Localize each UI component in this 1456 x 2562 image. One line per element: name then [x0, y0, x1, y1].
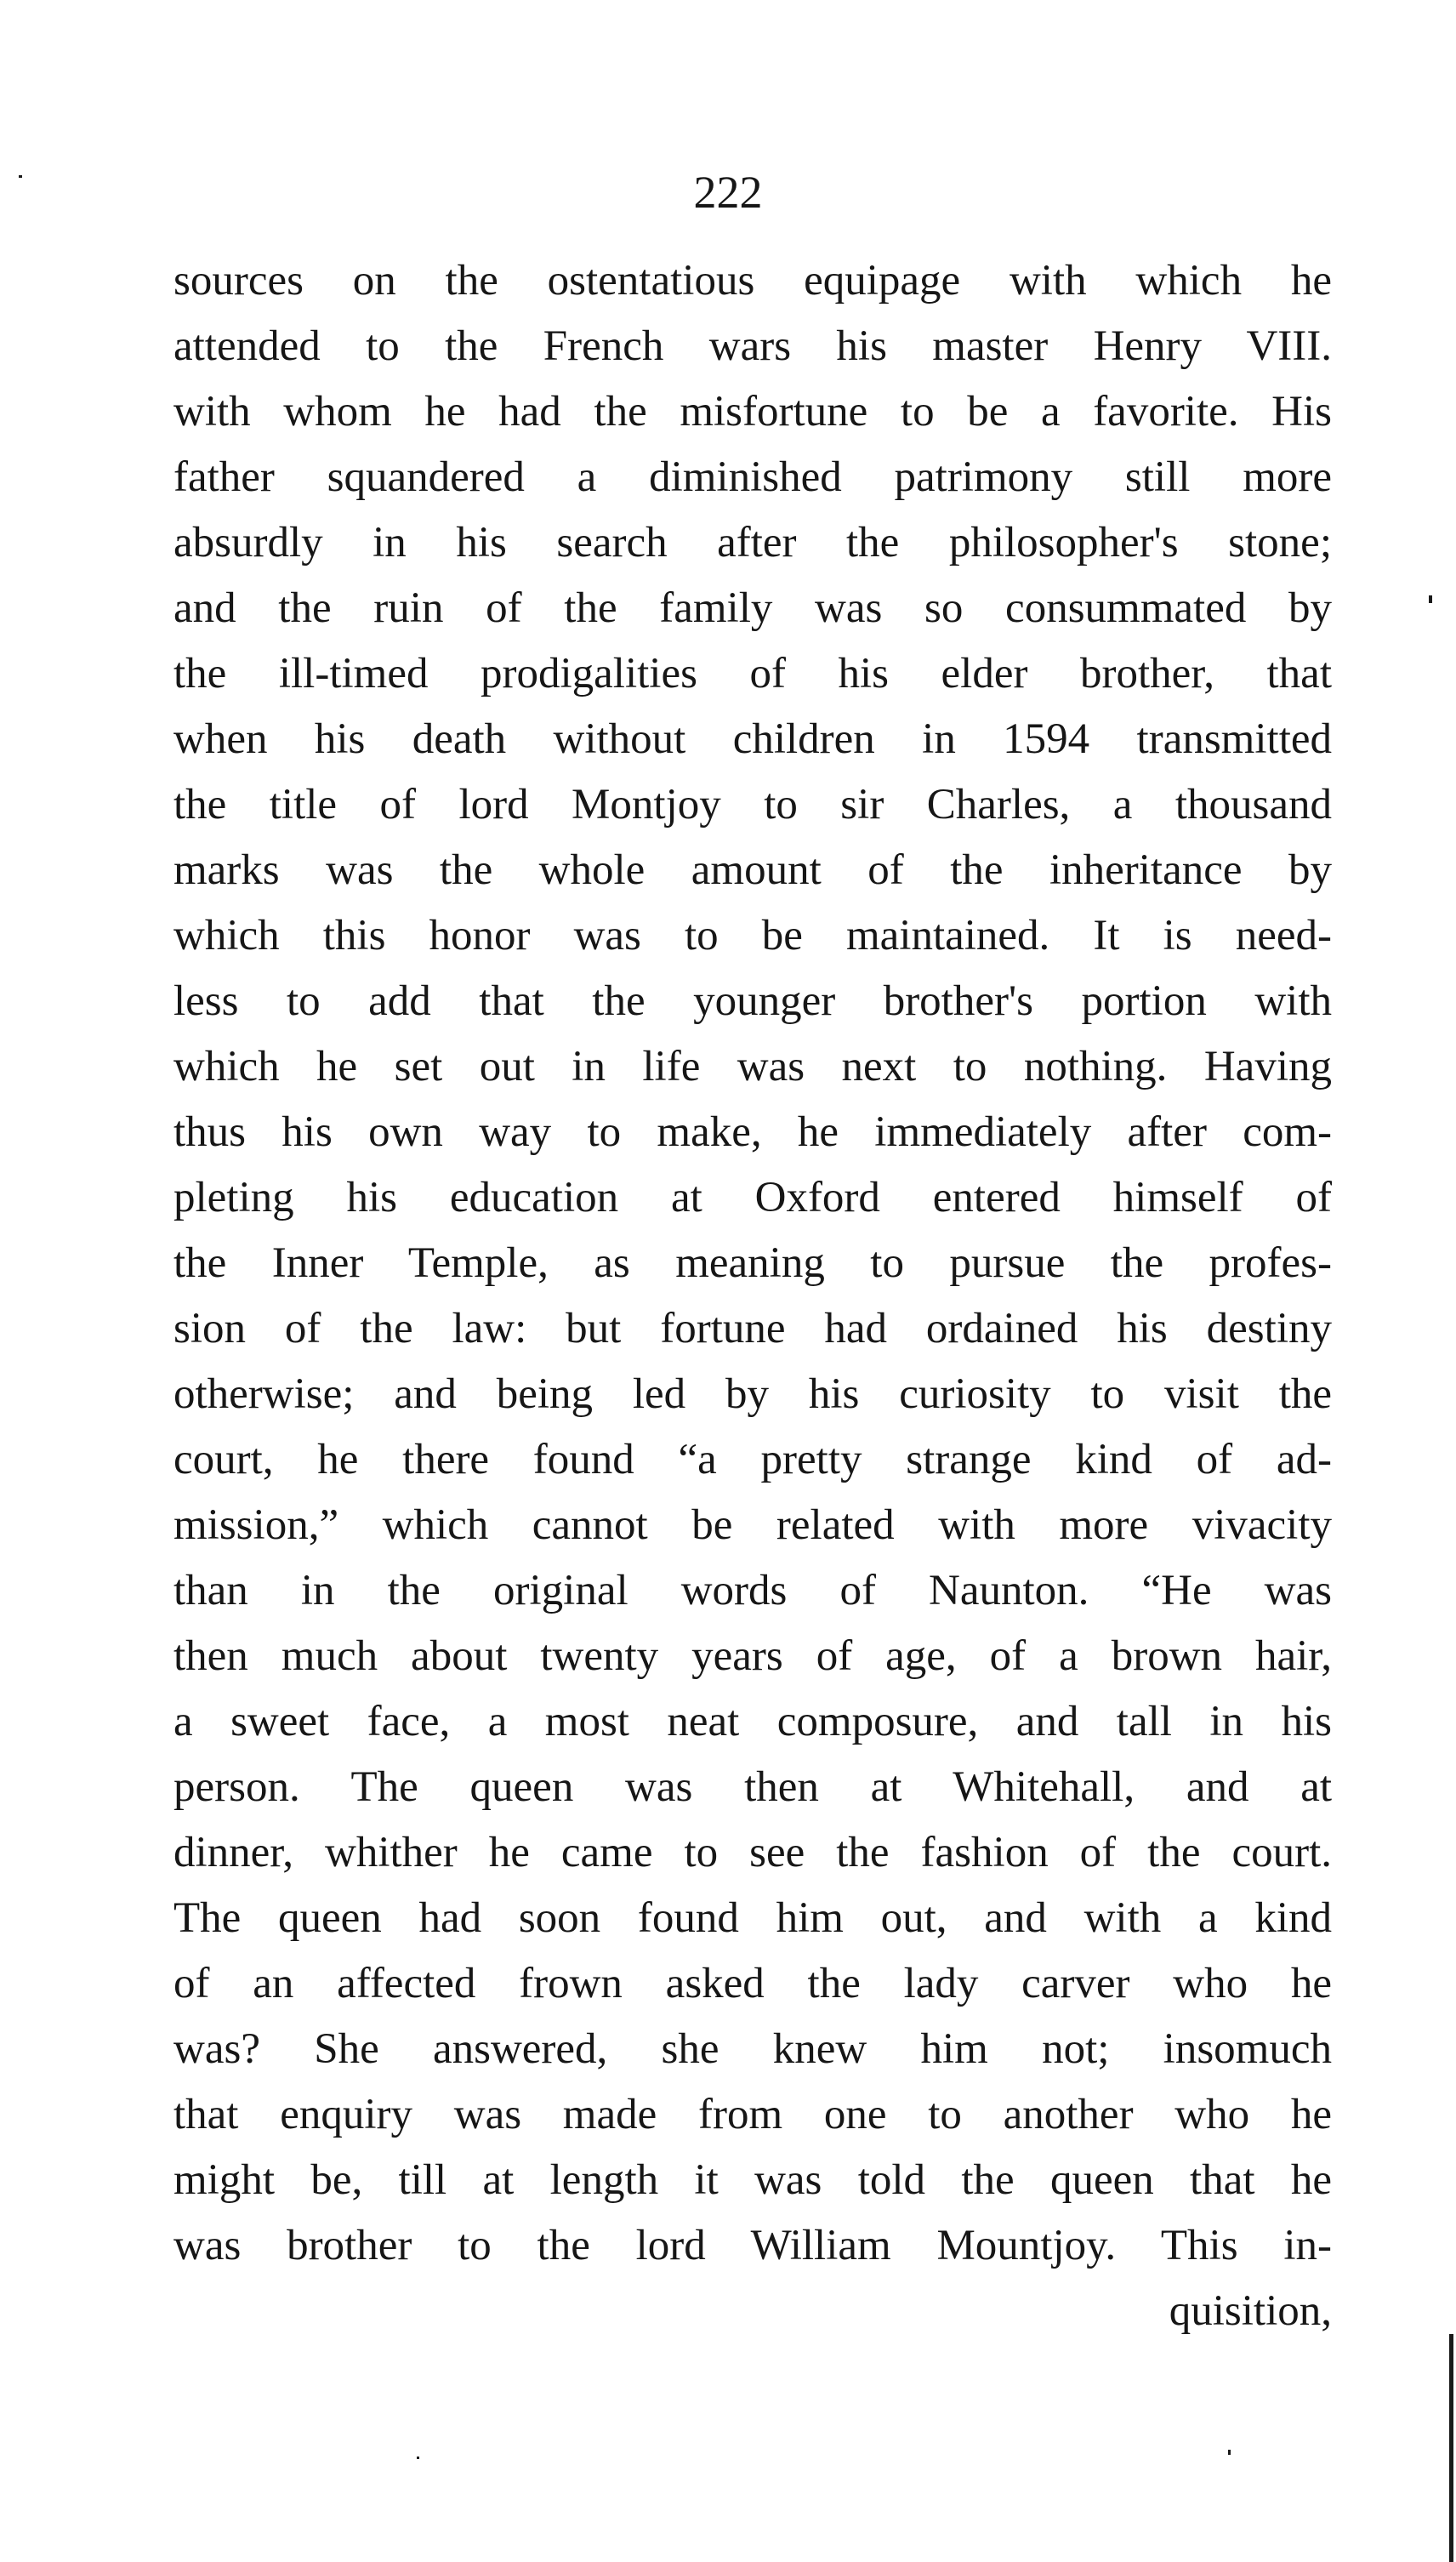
text-line: than in the original words of Naunton. “He was	[173, 1567, 1332, 1614]
text-line: person. The queen was then at Whitehall, and at	[173, 1763, 1332, 1811]
text-line: might be, till at length it was told the queen that he	[173, 2156, 1332, 2204]
text-line: The queen had soon found him out, and with a kind	[173, 1894, 1332, 1942]
page-number: 222	[693, 167, 763, 218]
text-line: father squandered a diminished patrimony still more	[173, 453, 1332, 501]
text-line: and the ruin of the family was so consummated by	[173, 584, 1332, 632]
text-line: absurdly in his search after the philosopher's stone;	[173, 519, 1332, 566]
text-line: sion of the law: but fortune had ordained his destiny	[173, 1305, 1332, 1352]
text-line: of an affected frown asked the lady carver who he	[173, 1960, 1332, 2007]
text-line: otherwise; and being led by his curiosity to visit the	[173, 1370, 1332, 1418]
text-line: the title of lord Montjoy to sir Charles, a thousand	[173, 781, 1332, 828]
text-line: court, he there found “a pretty strange kind of ad-	[173, 1436, 1332, 1483]
text-line: the ill-timed prodigalities of his elder brother, that	[173, 650, 1332, 697]
text-line: a sweet face, a most neat composure, and tall in his	[173, 1698, 1332, 1745]
catchword-line: quisition,	[1169, 2287, 1332, 2335]
text-line: less to add that the younger brother's portion with	[173, 977, 1332, 1025]
text-line: then much about twenty years of age, of a brown hair,	[173, 1632, 1332, 1680]
text-line: marks was the whole amount of the inheritance by	[173, 846, 1332, 894]
text-line: was? She answered, she knew him not; insomuch	[173, 2025, 1332, 2073]
text-line: thus his own way to make, he immediately after com-	[173, 1108, 1332, 1156]
text-line: when his death without children in 1594 transmitted	[173, 715, 1332, 763]
scan-speck	[19, 175, 22, 178]
text-line: with whom he had the misfortune to be a favorite. His	[173, 388, 1332, 436]
scan-speck	[1429, 595, 1432, 603]
text-line: mission,” which cannot be related with more vivacity	[173, 1501, 1332, 1549]
scan-speck	[417, 2457, 419, 2459]
body-text	[173, 248, 1332, 2344]
text-line: pleting his education at Oxford entered himself of	[173, 1174, 1332, 1221]
binding-edge-line	[1449, 2334, 1453, 2562]
text-line: which he set out in life was next to nothing. Having	[173, 1043, 1332, 1090]
text-line: the Inner Temple, as meaning to pursue the profes-	[173, 1239, 1332, 1287]
text-line: that enquiry was made from one to another who he	[173, 2091, 1332, 2138]
scan-speck	[1228, 2450, 1231, 2455]
text-line: dinner, whither he came to see the fashion of the court.	[173, 1829, 1332, 1876]
text-line: attended to the French wars his master Henry VIII.	[173, 322, 1332, 370]
text-line: was brother to the lord William Mountjoy. This in-	[173, 2222, 1332, 2269]
text-line: which this honor was to be maintained. It is need-	[173, 912, 1332, 959]
text-line: sources on the ostentatious equipage with which he	[173, 257, 1332, 305]
